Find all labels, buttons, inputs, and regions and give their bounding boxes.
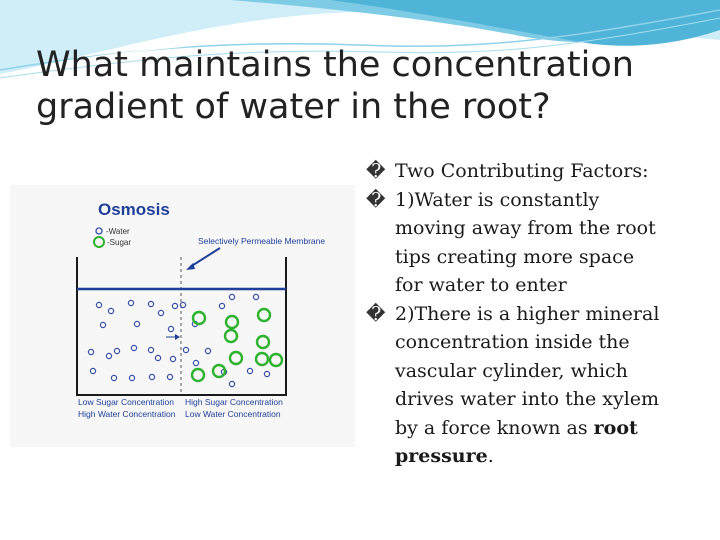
slide-title-line: What maintains the concentration xyxy=(36,45,634,85)
bullet-glyph-icon: � xyxy=(366,188,386,211)
bullet-line: concentration inside the xyxy=(395,331,630,353)
slide-title-line: gradient of water in the root? xyxy=(36,87,551,127)
membrane-arrow-icon xyxy=(190,248,220,267)
figure-title: Osmosis xyxy=(98,200,170,219)
bullet-line: vascular cylinder, which xyxy=(395,359,628,382)
membrane-label: Selectively Permeable Membrane xyxy=(198,236,326,246)
bullet-line: for water to enter xyxy=(395,274,567,296)
bullet-line: tips creating more space xyxy=(395,245,635,268)
legend-water-icon xyxy=(96,228,102,234)
bullet-item xyxy=(366,186,711,300)
right-label-sugar: High Sugar Concentration xyxy=(185,397,283,407)
bullet-end: . xyxy=(487,445,494,467)
osmosis-figure xyxy=(10,185,355,447)
bullet-item xyxy=(366,157,711,186)
left-label-sugar: Low Sugar Concentration xyxy=(78,397,174,407)
left-label-water: High Water Concentration xyxy=(78,409,176,419)
bullet-list xyxy=(366,157,711,471)
bullet-item xyxy=(366,300,711,471)
bold-term: pressure xyxy=(395,445,488,467)
bullet-line: Two Contributing Factors: xyxy=(395,160,649,182)
bold-term: root xyxy=(593,416,638,439)
bullet-glyph-icon: � xyxy=(366,302,386,325)
legend-water-label: -Water xyxy=(106,227,130,236)
right-label-water: Low Water Concentration xyxy=(185,409,281,419)
slide-title xyxy=(36,44,696,128)
sugar-molecules xyxy=(192,309,282,381)
legend-sugar-icon xyxy=(94,237,104,247)
bullet-line: 1)Water is constantly xyxy=(395,188,600,211)
water-molecules xyxy=(88,294,269,386)
bullet-line: 2)There is a higher mineral xyxy=(395,302,660,325)
legend-sugar-label: -Sugar xyxy=(107,238,132,247)
bullet-line: moving away from the root xyxy=(395,217,656,239)
bullet-line: by a force known as xyxy=(395,416,594,439)
osmosis-diagram xyxy=(10,185,355,447)
bullet-line: drives water into the xylem xyxy=(395,388,660,410)
bullet-glyph-icon: � xyxy=(366,160,386,182)
